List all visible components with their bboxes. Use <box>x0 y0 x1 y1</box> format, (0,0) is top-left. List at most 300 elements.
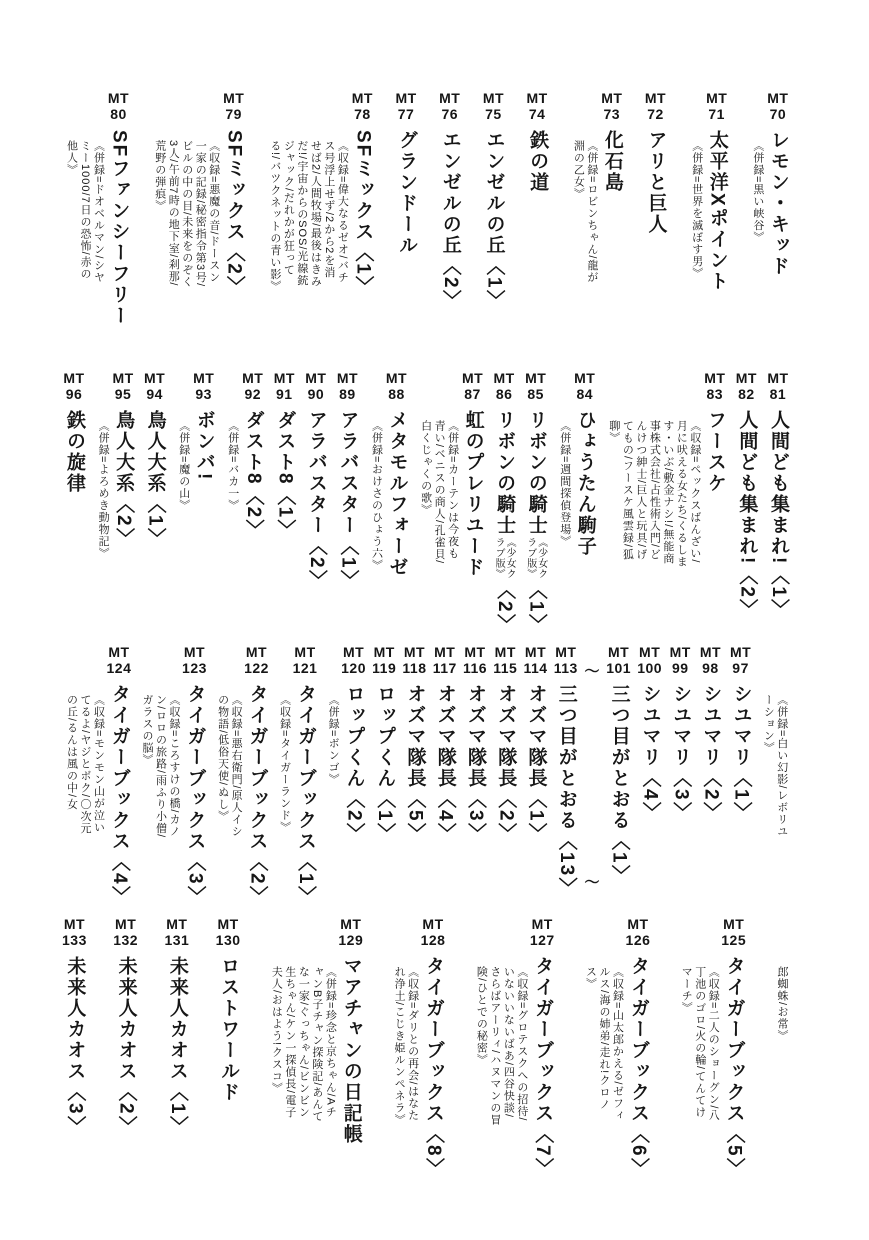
mt-volume-number <box>402 644 426 684</box>
mt-volume-entry <box>729 644 753 823</box>
mt-volume-number <box>63 370 84 410</box>
mt-volume-entry <box>367 370 409 578</box>
mt-volume-entry <box>416 370 485 578</box>
mt-volume-number <box>700 644 721 684</box>
mt-volume-entry <box>748 90 790 290</box>
mt-number: 114 <box>523 660 548 676</box>
entry-title: ひょうたん駒子 <box>574 410 596 557</box>
mt-label: MT <box>644 90 667 106</box>
mt-number: 81 <box>769 386 787 402</box>
mt-volume-entry <box>463 644 487 844</box>
mt-number: 94 <box>146 386 163 402</box>
entry-note: 《併録=週間探偵登場》 <box>558 420 571 548</box>
mt-number: 95 <box>114 386 132 402</box>
edition-note-column: 《少女ク <box>504 537 516 579</box>
mt-volume-entry <box>213 644 269 907</box>
mt-number: 72 <box>647 106 664 122</box>
mt-label: MT <box>464 644 486 660</box>
entry-column <box>525 90 549 193</box>
mt-volume-entry <box>524 370 548 635</box>
mt-label: MT <box>273 370 295 386</box>
mt-volume-number <box>274 370 295 410</box>
entry-title: 鉄の旋律 <box>64 410 85 494</box>
mt-volume-number <box>421 916 446 956</box>
mt-label: MT <box>373 644 395 660</box>
mt-label: MT <box>351 90 373 106</box>
entry-column <box>481 90 505 311</box>
edition-note-column: ラブ版》 <box>493 537 505 579</box>
mt-number: 76 <box>441 106 459 122</box>
mt-volume-entry <box>324 644 366 844</box>
entry-title: タイガーブックス〈6〉 <box>627 956 649 1179</box>
mt-volume-number <box>574 370 595 410</box>
entry-title: タイガーブックス〈3〉 <box>184 684 206 907</box>
entry-note: 《併録=ロビンちゃん/龍が淵の乙女》 <box>572 140 598 284</box>
entry-title: リボンの騎士 <box>525 410 547 536</box>
mt-volume-entry <box>372 644 396 844</box>
entry-title: シユマリ〈4〉 <box>639 684 661 823</box>
entry-column <box>272 370 296 540</box>
entry-column <box>182 644 207 907</box>
mt-volume-entry <box>272 370 296 540</box>
entry-note: 《併録=ボンゴ》 <box>327 694 340 786</box>
mt-volume-entry <box>265 90 374 297</box>
mt-volume-number <box>293 644 318 684</box>
entry-column <box>62 916 87 1137</box>
entry-column <box>721 916 746 1179</box>
mt-volume-entry <box>174 370 216 570</box>
mt-number: 71 <box>708 106 725 122</box>
entry-note: 《収録=悪右衛門/原人イシの物語/低俗天使/ぬし》 <box>216 694 243 838</box>
entry-title: シユマリ〈2〉 <box>700 684 722 823</box>
mt-volume-number <box>483 90 504 130</box>
entry-volume-suffix: 〈1〉 <box>525 580 547 635</box>
mt-number: 101 <box>606 660 632 676</box>
mt-volume-number <box>395 90 416 130</box>
entry-title: タイガーブックス〈8〉 <box>423 956 445 1179</box>
mt-volume-entry <box>606 644 631 886</box>
mt-label: MT <box>217 916 239 932</box>
entry-title: 未来人カオス〈1〉 <box>166 956 188 1137</box>
mt-number: 129 <box>338 932 364 948</box>
entry-column <box>241 370 265 540</box>
mt-volume-number <box>645 90 666 130</box>
mt-label: MT <box>601 90 623 106</box>
entry-note: 《併録=カーテンは今夜も青い/ベニスの商人/孔雀貝/白くじゃくの歌》 <box>419 420 459 565</box>
mt-volume-entry <box>581 916 650 1179</box>
entry-note: 《併録=ドオベルマン/シヤミー1000/7日の恐怖/赤の他人》 <box>65 140 105 284</box>
entry-column <box>626 916 651 1179</box>
entry-title: 三つ目がとおる〈13〉 <box>555 684 577 899</box>
mt-volume-entry <box>493 644 517 844</box>
mt-number: 84 <box>576 386 594 402</box>
entry-column <box>164 916 189 1137</box>
entry-title: レモン・キッド <box>767 130 789 277</box>
entry-title: ダスト8〈1〉 <box>274 410 296 541</box>
mt-volume-entry <box>766 370 790 620</box>
mt-number: 120 <box>341 660 366 676</box>
mt-volume-entry <box>554 644 578 898</box>
mt-volume-entry <box>94 370 136 570</box>
entry-note: 《併録=珍念と京ちゃん/AチャンB子チャン探険記/あんてな一家/ぐっちゃん/ビンビン生ちゃん/ケン一探偵長/電子夫人/おはよう!クスコ》 <box>270 966 337 1123</box>
mt-volume-entry <box>62 370 86 494</box>
mt-number: 130 <box>215 932 241 948</box>
entry-column <box>107 90 131 326</box>
mt-volume-entry <box>138 644 207 907</box>
entry-column <box>350 90 374 297</box>
entry-column <box>433 644 457 844</box>
entry-column <box>421 916 446 1179</box>
entry-title: 人間ども集まれ!〈2〉 <box>736 410 758 620</box>
mt-volume-entry <box>143 370 167 549</box>
mt-number: 85 <box>527 386 544 402</box>
mt-volume-number <box>554 644 578 684</box>
entry-title: 化石島 <box>601 130 623 193</box>
mt-volume-number <box>352 90 373 130</box>
mt-volume-number <box>601 90 622 130</box>
mt-volume-number <box>338 916 363 956</box>
mt-number: 122 <box>244 660 269 676</box>
mt-volume-number <box>670 644 691 684</box>
entry-note: 《併録=黒い峡谷》 <box>751 140 764 244</box>
mt-volume-entry <box>304 370 328 591</box>
mt-volume-number <box>341 644 366 684</box>
mt-label: MT <box>108 644 130 660</box>
entry-column <box>705 90 729 292</box>
entry-title: タイガーブックス〈1〉 <box>295 684 317 907</box>
mt-number: 113 <box>553 660 578 676</box>
entry-column <box>606 644 631 886</box>
mt-label: MT <box>699 644 722 660</box>
mt-number: 127 <box>529 932 555 948</box>
mt-number: 78 <box>354 106 371 122</box>
mt-number: 74 <box>528 106 546 122</box>
index-row <box>62 370 790 635</box>
mt-label: MT <box>482 90 505 106</box>
entry-note: 《併録=世界を滅ぼす男》 <box>690 140 703 280</box>
entry-title: シユマリ〈1〉 <box>730 684 752 823</box>
mt-label: MT <box>112 370 134 386</box>
mt-volume-entry <box>668 644 692 823</box>
entry-note: 《収録=ダリとの再会/はなたれ浄土/こじき姫ルンペネラ》 <box>393 966 419 1127</box>
mt-volume-number <box>193 370 214 410</box>
mt-label: MT <box>403 644 426 660</box>
mt-label: MT <box>735 370 757 386</box>
mt-volume-number <box>182 644 207 684</box>
entry-note: 《収録=二人のショーグン/八丁池のゴロ/火の輪/てんてけマーチ》 <box>680 966 720 1122</box>
entry-title: アラバスター〈2〉 <box>305 410 327 591</box>
mt-volume-entry <box>164 916 189 1137</box>
entry-note: 《収録=タイガーランド》 <box>278 694 291 834</box>
mt-number: 79 <box>225 106 242 122</box>
entry-title: 虹のプレリユード <box>462 410 484 578</box>
mt-volume-entry <box>698 644 722 823</box>
mt-label: MT <box>525 370 547 386</box>
entry-column <box>341 644 366 844</box>
entry-column <box>216 916 241 1103</box>
mt-number: 87 <box>464 386 481 402</box>
mt-volume-entry <box>62 90 131 326</box>
mt-label: MT <box>526 90 548 106</box>
mt-label: MT <box>63 916 86 932</box>
entry-column <box>338 916 363 1145</box>
mt-label: MT <box>704 370 726 386</box>
mt-label: MT <box>115 916 137 932</box>
mt-number: 82 <box>738 386 755 402</box>
mt-volume-entry <box>433 644 457 844</box>
entry-title: リボンの騎士 <box>494 410 516 536</box>
mt-volume-number <box>530 916 555 956</box>
mt-volume-number <box>767 370 788 410</box>
entry-title: メタモルフォーゼ <box>386 410 408 578</box>
mt-number: 98 <box>702 660 719 676</box>
entry-title: 三つ目がとおる〈1〉 <box>608 684 630 886</box>
mt-volume-number <box>493 644 517 684</box>
mt-volume-number <box>462 370 483 410</box>
mt-label: MT <box>706 90 728 106</box>
mt-label: MT <box>461 370 484 386</box>
mt-label: MT <box>493 370 515 386</box>
entry-note: 《併録=バカ一》 <box>226 420 239 512</box>
mt-volume-number <box>463 644 487 684</box>
entry-title: SFファンシーフリー <box>108 130 130 327</box>
entry-note: 《収録=ころすけの橋/カノン/ロロの旅路/雨ふり小僧/ガラスの脳》 <box>141 694 181 839</box>
note-continuation: 《併録=白い幻影/レボリユーション》 <box>762 694 788 838</box>
entry-note: 《収録=グロテスクへの招待/いないいないばあ/四谷快談/さらばアーリィ/ハヌマンの冒険/ひとでの秘密》 <box>475 966 528 1127</box>
mt-volume-entry <box>390 916 446 1179</box>
mt-volume-number <box>433 644 457 684</box>
mt-volume-number <box>337 370 358 410</box>
entry-title: オズマ隊長〈4〉 <box>434 684 456 844</box>
mt-number: 126 <box>625 932 651 948</box>
mt-label: MT <box>574 370 596 386</box>
mt-label: MT <box>723 916 745 932</box>
entry-column <box>113 916 138 1137</box>
index-row <box>62 90 790 326</box>
entry-title: オズマ隊長〈2〉 <box>495 684 517 844</box>
mt-label: MT <box>531 916 553 932</box>
entry-note: 《併録=おけさのひょう六》 <box>370 420 383 572</box>
entry-note: 《併録=魔の山》 <box>177 420 190 512</box>
entry-column <box>402 644 426 844</box>
mt-label: MT <box>524 644 547 660</box>
mt-volume-number <box>637 644 662 684</box>
entry-title: アラバスター〈1〉 <box>337 410 359 591</box>
mt-volume-number <box>112 370 133 410</box>
entry-note: 《併録=よろめき動物記》 <box>97 420 110 560</box>
mt-volume-number <box>626 916 651 956</box>
mt-volume-entry <box>637 644 662 823</box>
mt-volume-entry <box>267 916 363 1145</box>
entry-title: ロップくん〈1〉 <box>374 684 396 844</box>
mt-label: MT <box>223 90 245 106</box>
mt-label: MT <box>342 644 365 660</box>
entry-title: タイガーブックス〈2〉 <box>246 684 268 907</box>
mt-number: 115 <box>493 660 518 676</box>
mt-label: MT <box>767 90 789 106</box>
entry-column <box>530 916 555 1179</box>
entry-title: アリと巨人 <box>645 130 667 235</box>
mt-number: 100 <box>637 660 663 676</box>
entry-column <box>600 90 624 193</box>
mt-volume-entry <box>223 370 265 570</box>
entry-title: シユマリ〈3〉 <box>670 684 692 823</box>
mt-number: 88 <box>388 386 405 402</box>
mt-volume-number <box>107 644 132 684</box>
entry-edition-note <box>493 537 515 579</box>
entry-title: 鉄の道 <box>527 130 549 193</box>
entry-note: 《収録=ペックスばんざい/月に吠える女たち/くるします・いぶ/敷金ナシ!/無能商事株式会社/占性術入門/どんけつ紳士/巨人と玩具/げてもの/フースケ風雲録/狐聊》 <box>607 420 701 569</box>
entry-note: 《収録=モンモン山が泣いてるよ/ヤジとボク/〇次元の丘/るんは風の中/女 <box>65 694 105 835</box>
entry-column <box>463 644 487 844</box>
mt-volume-entry <box>555 370 597 570</box>
entry-title: エンゼルの丘〈2〉 <box>439 130 461 311</box>
mt-volume-entry <box>677 916 746 1179</box>
entry-title: ロストワールド <box>218 956 240 1103</box>
entry-title: SFミックス〈1〉 <box>352 130 374 297</box>
mt-number: 118 <box>402 660 427 676</box>
entry-column <box>461 370 485 578</box>
mt-number: 125 <box>721 932 747 948</box>
mt-volume-number <box>721 916 746 956</box>
entry-column <box>524 370 548 635</box>
mt-number: 121 <box>292 660 318 676</box>
mt-volume-entry <box>523 644 547 844</box>
mt-volume-entry <box>62 644 131 907</box>
mt-volume-number <box>62 916 87 956</box>
mt-volume-entry <box>472 916 555 1179</box>
edition-note-column: 《少女ク <box>535 537 547 579</box>
entry-title: タイガーブックス〈7〉 <box>532 956 554 1179</box>
entry-column <box>385 370 409 578</box>
entry-title: マアチャンの日記帳 <box>340 956 362 1145</box>
entry-column <box>372 644 396 844</box>
mt-number: 119 <box>372 660 397 676</box>
entry-title: オズマ隊長〈5〉 <box>404 684 426 844</box>
entry-column <box>668 644 692 823</box>
mt-number: 132 <box>113 932 139 948</box>
entry-title: タイガーブックス〈5〉 <box>723 956 745 1179</box>
entry-column <box>293 644 318 907</box>
mt-volume-entry <box>335 370 359 591</box>
mt-label: MT <box>627 916 649 932</box>
mt-volume-entry <box>687 90 729 292</box>
mt-volume-number <box>108 90 129 130</box>
mt-number: 116 <box>462 660 488 676</box>
mt-volume-entry <box>216 916 241 1103</box>
mt-volume-number <box>494 370 515 410</box>
mt-label: MT <box>294 644 316 660</box>
mt-number: 70 <box>769 106 787 122</box>
entry-column <box>766 90 790 277</box>
entry-column <box>493 644 517 844</box>
mt-volume-number <box>730 644 751 684</box>
mt-volume-number <box>704 370 725 410</box>
mt-volume-entry <box>438 90 462 311</box>
mt-volume-number <box>223 90 244 130</box>
mt-label: MT <box>439 90 461 106</box>
mt-number: 117 <box>432 660 457 676</box>
mt-label: MT <box>144 370 166 386</box>
entry-title: ロップくん〈2〉 <box>343 684 365 844</box>
entry-column <box>438 90 462 311</box>
mt-label: MT <box>336 370 359 386</box>
mt-number: 83 <box>706 386 724 402</box>
mt-label: MT <box>729 644 752 660</box>
mt-volume-number <box>216 916 241 956</box>
mt-volume-entry <box>62 916 87 1137</box>
entry-edition-note <box>525 537 547 579</box>
entry-column <box>304 370 328 591</box>
mt-label: MT <box>434 644 456 660</box>
entry-title: 未来人カオス〈3〉 <box>64 956 86 1137</box>
entry-title: オズマ隊長〈3〉 <box>465 684 486 844</box>
mt-number: 73 <box>603 106 621 122</box>
mt-volume-number <box>113 916 138 956</box>
entry-column <box>644 90 668 235</box>
entry-column <box>698 644 722 823</box>
entry-column <box>492 370 516 635</box>
mt-volume-number <box>372 644 396 684</box>
entry-volume-suffix: 〈2〉 <box>494 580 516 635</box>
mt-number: 90 <box>307 386 325 402</box>
mt-volume-number <box>523 644 547 684</box>
mt-label: MT <box>608 644 630 660</box>
entry-title: 太平洋Xポイント <box>706 130 728 292</box>
entry-column <box>222 90 246 297</box>
mt-label: MT <box>107 90 130 106</box>
entry-column <box>244 644 269 907</box>
mt-number: 89 <box>339 386 356 402</box>
note-continuation: 郎蜘蛛/お常》 <box>775 966 788 1043</box>
mt-volume-number <box>525 370 546 410</box>
mt-volume-entry <box>604 370 727 570</box>
mt-number: 97 <box>732 660 749 676</box>
entry-title: 人間ども集まれ!〈1〉 <box>767 410 789 620</box>
mt-label: MT <box>245 644 268 660</box>
entry-note: 《収録=悪魔の音/ドースン一家の記録/秘密指令第3号/ビルの中の目/未来をのぞく3人/午前7時の地下室/刹那/荒野の弾痕》 <box>153 140 220 289</box>
entry-column <box>523 644 547 844</box>
mt-volume-entry <box>734 370 758 620</box>
entry-column <box>554 644 578 898</box>
entry-title: エンゼルの丘〈1〉 <box>483 130 505 311</box>
mt-label: MT <box>305 370 327 386</box>
mt-volume-entry <box>569 90 624 290</box>
mt-label: MT <box>193 370 215 386</box>
index-row <box>62 644 790 907</box>
entry-column <box>143 370 167 549</box>
entry-note: 《収録=偉大なるゼオ/バチス号浮上せず/2から2を消せば2/人間牧場/最後はきみだ!/宇宙からのSOS/光線銃ジャック/だれかが狂ってる!/バツクネットの青い影》 <box>268 140 349 293</box>
mt-volume-number <box>144 370 165 410</box>
mt-number: 86 <box>495 386 513 402</box>
range-tilde <box>584 644 600 892</box>
mt-number: 80 <box>110 106 127 122</box>
mt-label: MT <box>340 916 362 932</box>
entry-title: フースケ <box>704 410 726 494</box>
entry-column <box>335 370 359 591</box>
entry-title: オズマ隊長〈1〉 <box>525 684 547 844</box>
entry-note: 《収録=山太郎かえる/ゼフィルス/海の姉弟/走れ!クロノス》 <box>584 966 624 1122</box>
mt-volume-number <box>606 644 631 684</box>
mt-label: MT <box>669 644 691 660</box>
entry-title: ボンバ! <box>193 410 215 482</box>
entry-title: 鳥人大系〈2〉 <box>113 410 135 549</box>
entry-column <box>394 90 418 256</box>
mt-label: MT <box>385 370 408 386</box>
mt-volume-entry <box>402 644 426 844</box>
entry-column <box>729 644 753 823</box>
mt-volume-number <box>527 90 548 130</box>
